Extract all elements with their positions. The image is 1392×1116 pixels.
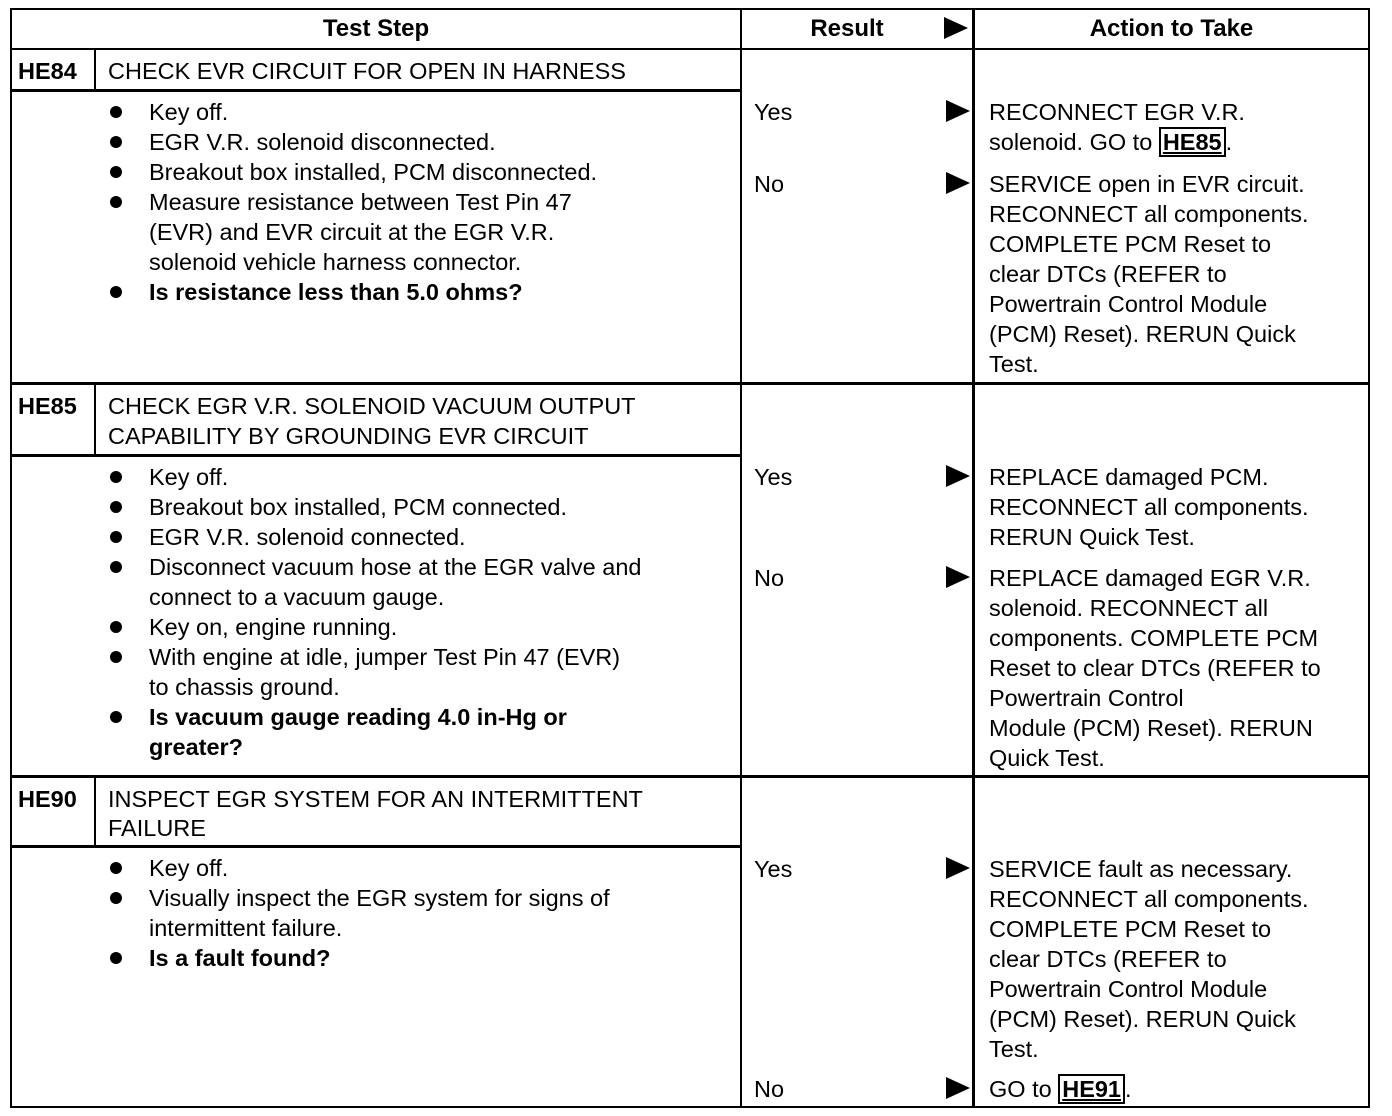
bullet-question: Is a fault found? xyxy=(149,945,331,971)
action-text: SERVICE fault as necessary. xyxy=(989,856,1293,882)
bullet-icon xyxy=(110,196,122,208)
bullet-text: EGR V.R. solenoid connected. xyxy=(149,524,466,550)
action-text: RECONNECT EGR V.R. xyxy=(989,99,1245,125)
bullet-text: Visually inspect the EGR system for signs of xyxy=(149,885,610,911)
action-text: RERUN Quick Test. xyxy=(989,524,1195,550)
bullet-question: Is vacuum gauge reading 4.0 in-Hg or xyxy=(149,704,567,730)
action-text: RECONNECT all components. xyxy=(989,886,1309,912)
bullet-icon xyxy=(110,166,122,178)
action-text: REPLACE damaged PCM. xyxy=(989,464,1269,490)
action-column-divider xyxy=(972,8,975,1108)
header-bottom-line xyxy=(10,48,1370,50)
bullet-icon xyxy=(110,531,122,543)
result-no: No xyxy=(754,1076,785,1102)
bullet-icon xyxy=(110,286,122,298)
step-title-underline xyxy=(10,454,740,457)
action-text: SERVICE open in EVR circuit. xyxy=(989,171,1305,197)
bullet-icon xyxy=(110,952,122,964)
bullet-text: solenoid vehicle harness connector. xyxy=(149,249,522,275)
bullet-text: EGR V.R. solenoid disconnected. xyxy=(149,129,496,155)
header-arrow-icon xyxy=(944,17,968,39)
bullet-text: Measure resistance between Test Pin 47 xyxy=(149,189,572,215)
action-text: RECONNECT all components. xyxy=(989,494,1309,520)
action-text: components. COMPLETE PCM xyxy=(989,625,1319,651)
bullet-text: intermittent failure. xyxy=(149,915,343,941)
bullet-question: Is resistance less than 5.0 ohms? xyxy=(149,279,523,305)
bullet-text: Breakout box installed, PCM connected. xyxy=(149,494,568,520)
action-text: solenoid. GO to HE85 . xyxy=(989,129,1233,155)
step-title: CHECK EVR CIRCUIT FOR OPEN IN HARNESS xyxy=(108,58,626,84)
action-text: Module (PCM) Reset). RERUN xyxy=(989,715,1313,741)
action-text: Powertrain Control Module xyxy=(989,291,1268,317)
step-title: CAPABILITY BY GROUNDING EVR CIRCUIT xyxy=(108,423,589,449)
action-text: (PCM) Reset). RERUN Quick xyxy=(989,1006,1296,1032)
step-ref-link[interactable]: HE91 xyxy=(1058,1074,1125,1104)
bullet-icon xyxy=(110,561,122,573)
step-title-underline xyxy=(10,845,740,848)
action-text: (PCM) Reset). RERUN Quick xyxy=(989,321,1296,347)
table-right-border xyxy=(1368,8,1370,1108)
bullet-icon xyxy=(110,106,122,118)
step-id-he90: HE90 xyxy=(18,786,77,812)
arrow-icon xyxy=(946,566,970,588)
action-text: Powertrain Control xyxy=(989,685,1184,711)
bullet-text: Key on, engine running. xyxy=(149,614,398,640)
action-text: COMPLETE PCM Reset to xyxy=(989,916,1272,942)
step-title-underline xyxy=(10,89,740,92)
step-id-divider xyxy=(94,778,96,846)
bullet-icon xyxy=(110,471,122,483)
step-id-he85: HE85 xyxy=(18,393,77,419)
bullet-text: Key off. xyxy=(149,855,229,881)
result-yes: Yes xyxy=(754,99,793,125)
action-text: clear DTCs (REFER to xyxy=(989,946,1227,972)
action-text: COMPLETE PCM Reset to xyxy=(989,231,1272,257)
action-text: Test. xyxy=(989,351,1039,377)
arrow-icon xyxy=(946,857,970,879)
step-separator xyxy=(10,382,1370,385)
result-yes: Yes xyxy=(754,856,793,882)
action-text: REPLACE damaged EGR V.R. xyxy=(989,565,1311,591)
bullet-icon xyxy=(110,892,122,904)
action-text: Powertrain Control Module xyxy=(989,976,1268,1002)
step-id-divider xyxy=(94,50,96,90)
table-bottom-border xyxy=(10,1106,1370,1108)
step-title: CHECK EGR V.R. SOLENOID VACUUM OUTPUT xyxy=(108,393,636,419)
header-result: Result xyxy=(810,15,884,42)
table-top-border xyxy=(10,8,1370,10)
arrow-icon xyxy=(946,100,970,122)
header-test-step: Test Step xyxy=(322,15,430,42)
bullet-icon xyxy=(110,621,122,633)
bullet-icon xyxy=(110,501,122,513)
bullet-icon xyxy=(110,651,122,663)
action-text: solenoid. RECONNECT all xyxy=(989,595,1269,621)
bullet-text: to chassis ground. xyxy=(149,674,340,700)
arrow-icon xyxy=(946,465,970,487)
table-left-border xyxy=(10,8,12,1108)
arrow-icon xyxy=(946,1077,970,1099)
header-action: Action to Take xyxy=(1089,15,1254,42)
bullet-text: Breakout box installed, PCM disconnected. xyxy=(149,159,598,185)
bullet-icon xyxy=(110,711,122,723)
bullet-text: connect to a vacuum gauge. xyxy=(149,584,445,610)
step-title: INSPECT EGR SYSTEM FOR AN INTERMITTENT xyxy=(108,786,643,812)
result-yes: Yes xyxy=(754,464,793,490)
arrow-icon xyxy=(946,172,970,194)
result-no: No xyxy=(754,171,785,197)
bullet-text: (EVR) and EVR circuit at the EGR V.R. xyxy=(149,219,555,245)
step-id-divider xyxy=(94,385,96,455)
action-text: clear DTCs (REFER to xyxy=(989,261,1227,287)
step-separator xyxy=(10,775,1370,778)
action-text: Reset to clear DTCs (REFER to xyxy=(989,655,1321,681)
step-title: FAILURE xyxy=(108,815,206,841)
bullet-icon xyxy=(110,862,122,874)
action-text: RECONNECT all components. xyxy=(989,201,1309,227)
bullet-text: Key off. xyxy=(149,464,229,490)
step-id-he84: HE84 xyxy=(18,58,77,84)
result-column-divider xyxy=(740,8,742,1108)
action-text: Test. xyxy=(989,1036,1039,1062)
bullet-question: greater? xyxy=(149,734,244,760)
bullet-text: Key off. xyxy=(149,99,229,125)
action-text: Quick Test. xyxy=(989,745,1105,771)
result-no: No xyxy=(754,565,785,591)
bullet-icon xyxy=(110,136,122,148)
step-ref-link[interactable]: HE85 xyxy=(1159,127,1226,157)
bullet-text: Disconnect vacuum hose at the EGR valve and xyxy=(149,554,642,580)
bullet-text: With engine at idle, jumper Test Pin 47 (EVR) xyxy=(149,644,621,670)
action-text: GO to HE91 . xyxy=(989,1076,1132,1102)
